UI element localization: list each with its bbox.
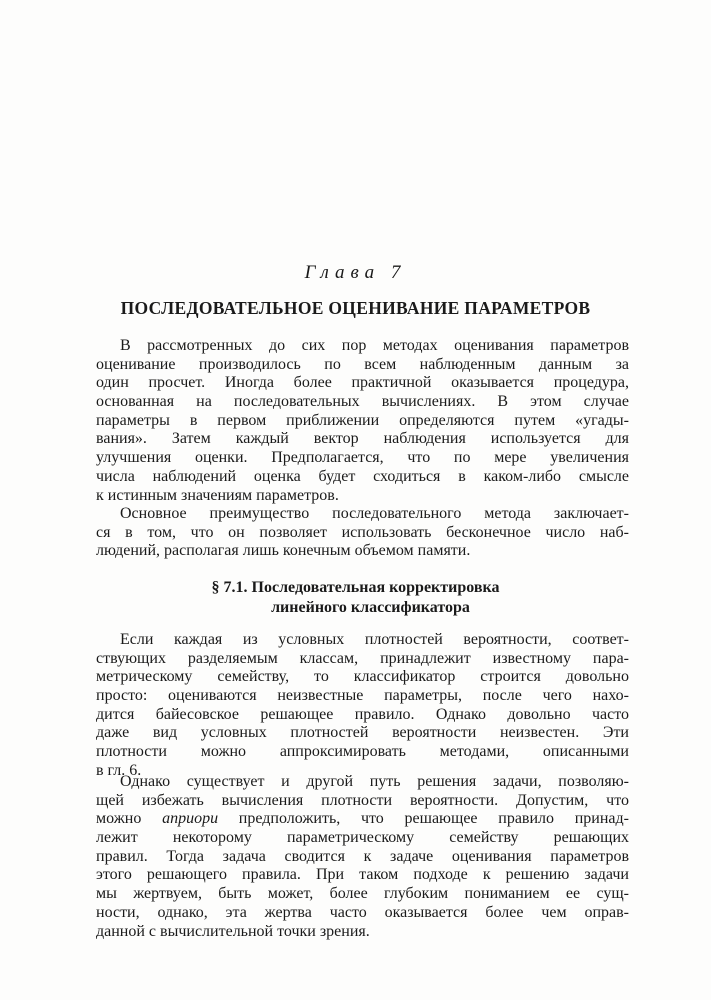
text-line: один просчет. Иногда более практичной оказывается процедура, (96, 374, 629, 392)
text-line (96, 810, 629, 829)
text-line: мы жертвуем, быть может, более глубоким пониманием ее сущ- (96, 885, 629, 903)
text-line: Основное преимущество последовательного метода заключает- (120, 505, 629, 522)
text-line: правил. Тогда задача сводится к задаче оценивания параметров (96, 847, 629, 865)
text-line: В рассмотренных до сих пор методах оценивания параметров (120, 337, 629, 354)
text-line: Однако существует и другой путь решения задачи, позволяю- (120, 773, 629, 790)
section-heading-line-2: линейного классификатора (271, 599, 470, 616)
text-line: ности, однако, эта жертва часто оказывается более чем оправ- (96, 903, 629, 921)
text-line: ствующих разделяемым классам, принадлежит известному пара- (96, 649, 629, 667)
text-line: даже вид условных плотностей вероятности неизвестен. Эти (96, 724, 629, 742)
text-line: основанная на последовательных вычислениях. В этом случае (96, 393, 629, 411)
intro-paragraph-1 (96, 337, 629, 505)
chapter-title: ПОСЛЕДОВАТЕЛЬНОЕ ОЦЕНИВАНИЕ ПАРАМЕТРОВ (120, 298, 591, 318)
text-line: этого решающего правила. При таком подходе к решению задачи (96, 866, 629, 884)
text-line: плотности можно аппроксимировать методами, описанными (96, 743, 629, 761)
text-line: параметры в первом приближении определяются путем «угады- (96, 411, 629, 429)
text-line: просто: оцениваются неизвестные параметры, после чего нахо- (96, 687, 629, 705)
text-line: к истинным значениям параметров. (96, 486, 339, 504)
section-paragraph-2 (96, 773, 629, 941)
section-paragraph-1 (96, 631, 629, 781)
text-line: данной с вычислительной точки зрения. (96, 922, 370, 940)
text-line: щей избежать вычисления плотности вероятности. Допустим, что (96, 791, 629, 809)
text-line: улучшения оценки. Предполагается, что по мере увеличения (96, 449, 629, 467)
text-line: оценивание производилось по всем наблюденным данным за (96, 355, 629, 373)
text-line: лежит некоторому параметрическому семейству решающих (96, 829, 629, 847)
intro-paragraph-2 (96, 505, 629, 561)
text-line: дится байесовское решающее правило. Однако довольно часто (96, 705, 629, 723)
text-fragment: можно (96, 810, 163, 828)
text-fragment: предположить, что решающее правило принад- (218, 810, 629, 828)
italic-term: априори (162, 810, 219, 828)
text-line: Если каждая из условных плотностей вероятности, соответ- (120, 631, 629, 648)
section-heading-line-1: § 7.1. Последовательная корректировка (211, 579, 500, 596)
text-line: метрическому семейству, то классификатор строится довольно (96, 668, 629, 686)
text-line: числа наблюдений оценка будет сходиться в каком-либо смысле (96, 467, 629, 485)
text-line: в гл. 6. (96, 761, 142, 779)
text-line: ся в том, что он позволяет использовать бесконечное число наб- (96, 523, 629, 541)
text-line: людений, располагая лишь конечным объемом памяти. (96, 542, 471, 560)
chapter-label: Глава 7 (304, 262, 407, 283)
text-line: вания». Затем каждый вектор наблюдения используется для (96, 430, 629, 448)
section-heading (0, 578, 711, 618)
